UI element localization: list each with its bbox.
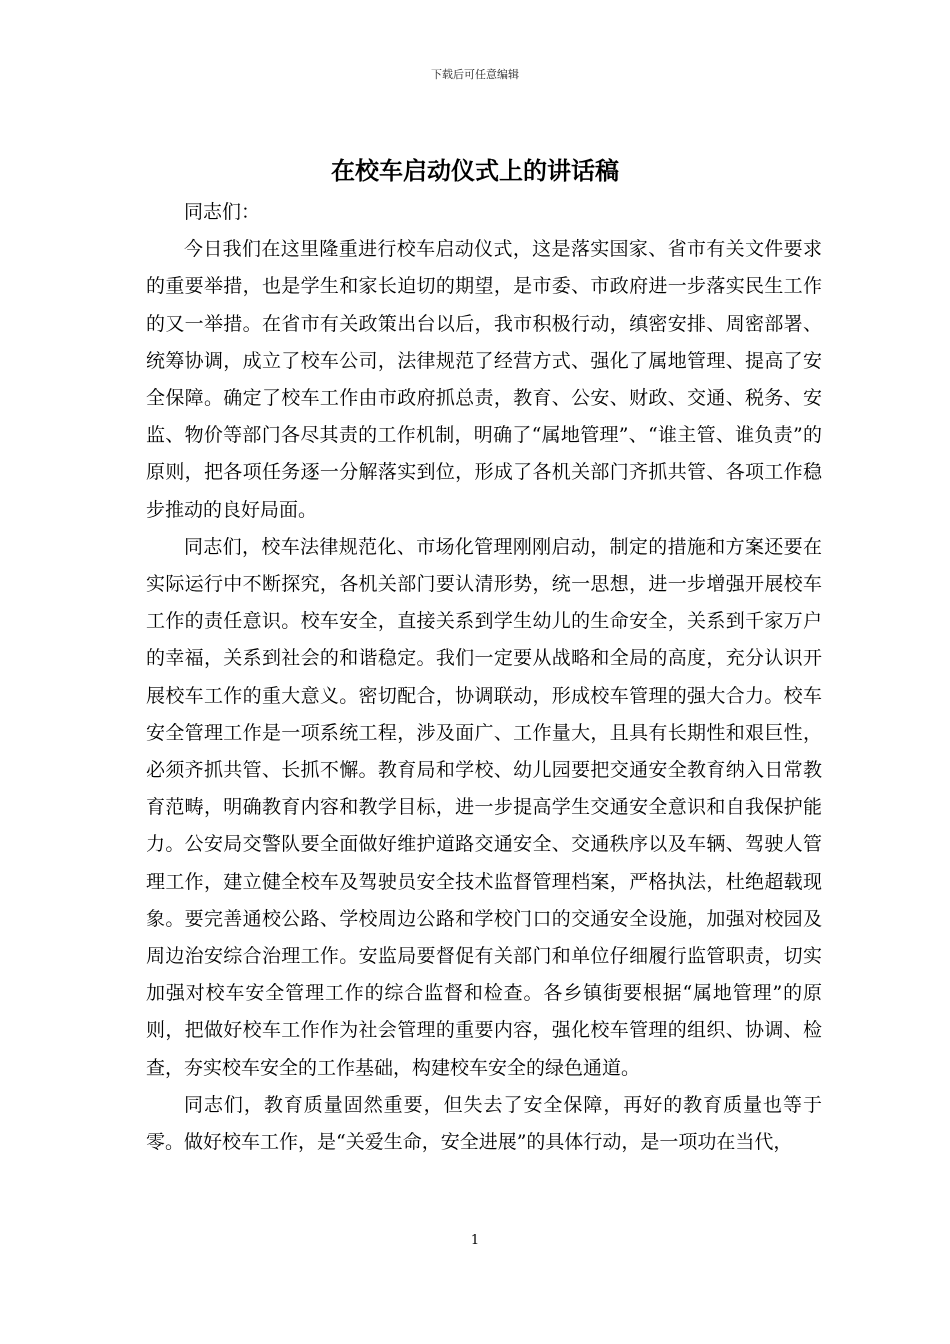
document-title: 在校车启动仪式上的讲话稿 xyxy=(331,156,619,185)
salutation: 同志们： xyxy=(184,201,261,223)
paragraph: 今日我们在这里隆重进行校车启动仪式，这是落实国家、省市有关文件要求的重要举措，也是学生和家长迫切的期望，是市委、市政府进一步落实民生工作的又一举措。在省市有关政策出台以后，我市积极行动，缜密安排、周密部署、统筹协调，成立了校车公司，法律规范了经营方式、强化了属地管理、提高了安全保障。确定了校车工作由市政府抓总责，教育、公安、财政、交通、税务、安监、物价等部门各尽其责的工作机制，明确了“属地管理”、“谁主管、谁负责”的原则，把各项任务逐一分解落实到位，形成了各机关部门齐抓共管、各项工作稳步推动的良好局面。 xyxy=(146,238,822,521)
paragraph: 同志们，校车法律规范化、市场化管理刚刚启动，制定的措施和方案还要在实际运行中不断探究，各机关部门要认清形势，统一思想，进一步增强开展校车工作的责任意识。校车安全，直接关系到学生幼儿的生命安全，关系到千家万户的幸福，关系到社会的和谐稳定。我们一定要从战略和全局的高度，充分认识开展校车工作的重大意义。密切配合，协调联动，形成校车管理的强大合力。校车安全管理工作是一项系统工程，涉及面广、工作量大，且具有长期性和艰巨性，必须齐抓共管、长抓不懈。教育局和学校、幼儿园要把交通安全教育纳入日常教育范畴，明确教育内容和教学目标，进一步提高学生交通安全意识和自我保护能力。公安局交警队要全面做好维护道路交通安全、交通秩序以及车辆、驾驶人管理工作，建立健全校车及驾驶员安全技术监督管理档案，严格执法，杜绝超载现象。要完善通校公路、学校周边公路和学校门口的交通安全设施，加强对校园及周边治安综合治理工作。安监局要督促有关部门和单位仔细履行监管职责，切实加强对校车安全管理工作的综合监督和检查。各乡镇街要根据“属地管理”的原则，把做好校车工作作为社会管理的重要内容，强化校车管理的组织、协调、检查，夯实校车安全的工作基础，构建校车安全的绿色通道。 xyxy=(146,535,822,1079)
document-body xyxy=(146,194,822,1161)
page-number: 1 xyxy=(470,1233,480,1248)
header-note: 下载后可任意编辑 xyxy=(431,68,519,81)
paragraph: 同志们，教育质量固然重要，但失去了安全保障，再好的教育质量也等于零。做好校车工作，是“关爱生命，安全进展”的具体行动，是一项功在当代， xyxy=(146,1093,822,1154)
